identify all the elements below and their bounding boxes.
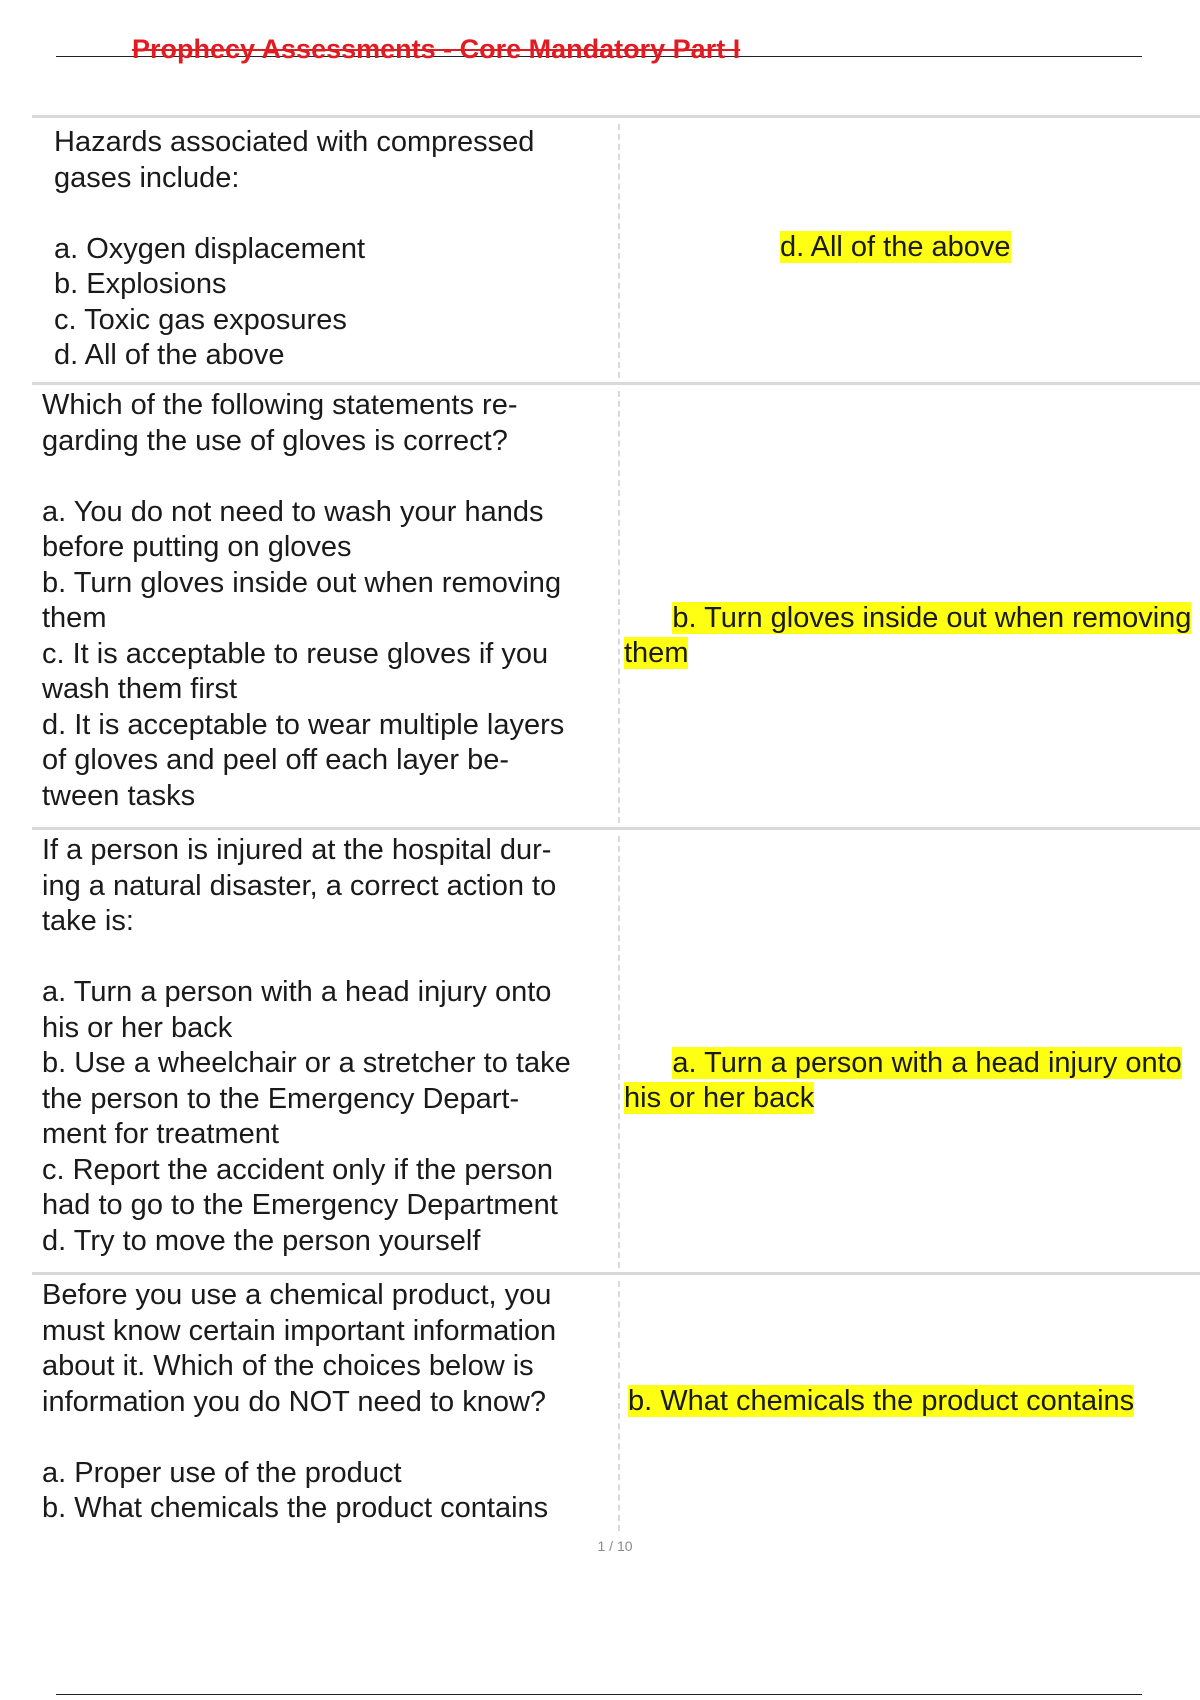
question-text: Before you use a chemical product, you must know certain important information about it. Which of the choices below is information you do NOT need to know? a. Proper use of the product b. What chemicals the product contains bbox=[42, 1279, 557, 1524]
question-text: Which of the following statements re- garding the use of gloves is correct? a. You do not need to wash your hands before putting on gloves b. Turn gloves inside out when removing them c. It is acceptable to reuse gloves if you wash them first d. It is acceptable to wear multiple layers of gloves and peel off each layer be- tween tasks bbox=[42, 389, 565, 812]
answer-text bbox=[628, 1384, 1134, 1420]
column-divider bbox=[618, 1281, 620, 1531]
answer-highlight: d. All of the above bbox=[780, 231, 1011, 263]
qa-row bbox=[32, 115, 1200, 382]
qa-row bbox=[32, 1272, 1200, 1535]
answer-text bbox=[624, 565, 1191, 707]
answer-text bbox=[780, 230, 1011, 266]
answer-highlight: a. Turn a person with a head injury onto his or her back bbox=[624, 1046, 1182, 1114]
page-title: Prophecy Assessments - Core Mandatory Part I bbox=[132, 34, 741, 64]
column-divider bbox=[618, 391, 620, 823]
question-text: If a person is injured at the hospital dur- ing a natural disaster, a correct action to take is: a. Turn a person with a head injury onto his or her back b. Use a wheelchair or a stretcher to take the person to the Emergency Depart- ment for treatment c. Report the accident only if the person had to go to the Emergency Department d. Try to move the person yourself bbox=[42, 834, 571, 1257]
qa-table bbox=[32, 115, 1200, 1535]
column-divider bbox=[618, 836, 620, 1268]
qa-row bbox=[32, 827, 1200, 1272]
answer-highlight: b. Turn gloves inside out when removing them bbox=[624, 601, 1192, 669]
footer-rule bbox=[56, 1694, 1142, 1695]
question-text: Hazards associated with compressed gases include: a. Oxygen displacement b. Explosions c. Toxic gas exposures d. All of the above bbox=[54, 126, 535, 371]
page-indicator: 1 / 10 bbox=[597, 1538, 633, 1554]
page-header bbox=[56, 34, 1142, 64]
qa-row bbox=[32, 382, 1200, 827]
answer-text bbox=[624, 1010, 1182, 1152]
answer-highlight: b. What chemicals the product contains bbox=[628, 1385, 1135, 1417]
column-divider bbox=[618, 124, 620, 378]
